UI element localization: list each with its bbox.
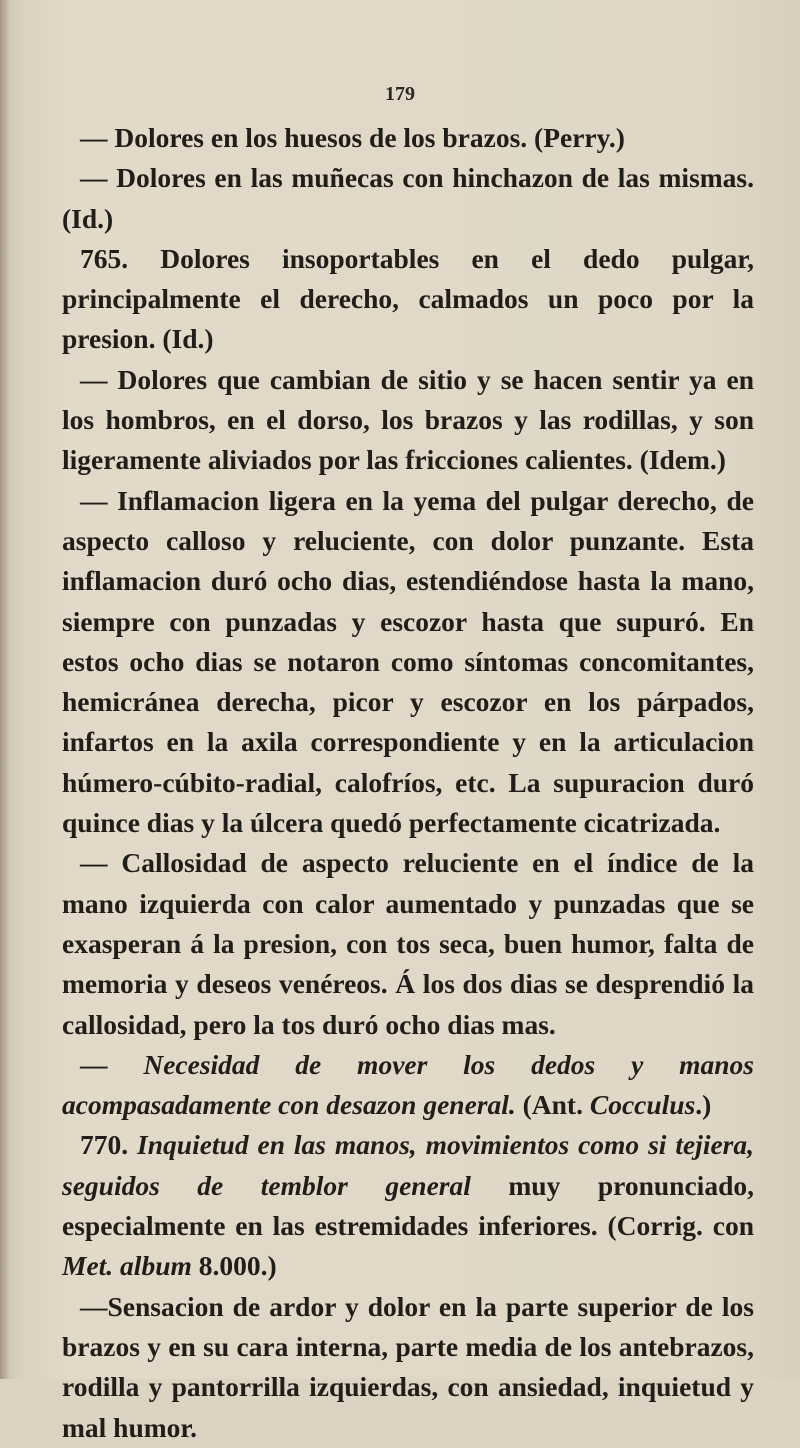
paragraph	[62, 843, 754, 1044]
italic-remedy-name: Cocculus	[589, 1089, 696, 1121]
paragraph-text: 770.	[80, 1129, 138, 1161]
page-edge-shadow	[0, 0, 10, 1379]
paragraph-text: — Dolores en los huesos de los brazos. (Perry.)	[80, 122, 625, 153]
page-number: 179	[385, 83, 415, 105]
page-text	[62, 118, 754, 1448]
paragraph-text: —	[80, 1048, 144, 1080]
paragraph-text: (Ant.	[515, 1089, 590, 1121]
paragraph-text: 8.000.)	[191, 1250, 277, 1282]
paragraph	[62, 118, 754, 158]
italic-phrase: Necesidad de mover los dedos y manos acompasadamente con desazon general.	[62, 1048, 755, 1121]
paragraph-text: 765. Dolores insoportables en el dedo pulgar, principalmente el derecho, calmados un poco por la presion. (Id.)	[62, 242, 754, 355]
paragraph	[62, 158, 754, 239]
paragraph	[62, 239, 754, 360]
italic-remedy-name: Met. album	[62, 1250, 192, 1282]
paragraph-text: — Dolores que cambian de sitio y se hacen sentir ya en los hombros, en el dorso, los brazos y las rodillas, y son ligeramente aliviados por las fricciones calientes. (Idem.)	[62, 363, 754, 476]
paragraph-text: muy pronunciado, especialmente en las estremidades inferiores. (Corrig. con	[62, 1169, 754, 1242]
paragraph-text: — Inflamacion ligera en la yema del pulgar derecho, de aspecto calloso y reluciente, con dolor punzante. Esta inflamacion duró ocho dias, estendiéndose hasta la mano, siempre con punzadas y escozor hasta que supuró. En estos ocho dias se notaron como síntomas concomitantes, hemicránea derecha, picor y escozor en los párpados, infartos en la axila correspondiente y en la articulacion húmero-cúbito-radial, calofríos, etc. La supuracion duró quince dias y la úlcera quedó perfectamente cicatrizada.	[62, 484, 754, 839]
paragraph-text: — Callosidad de aspecto reluciente en el índice de la mano izquierda con calor aumentado y punzadas que se exasperan á la presion, con tos seca, buen humor, falta de memoria y deseos venéreos. Á los dos dias se desprendió la callosidad, pero la tos duró ocho dias mas.	[62, 847, 754, 1040]
italic-phrase: Inquietud en las manos, movimientos como si tejiera, seguidos de temblor general	[62, 1129, 754, 1201]
paragraph	[62, 1125, 754, 1286]
paragraph-text: — Dolores en las muñecas con hinchazon de las mismas. (Id.)	[62, 162, 754, 234]
paragraph	[62, 1045, 754, 1126]
paragraph-text: —Sensacion de ardor y dolor en la parte superior de los brazos y en su cara interna, parte media de los antebrazos, rodilla y pantorrilla izquierdas, con ansiedad, inquietud y mal humor.	[62, 1290, 754, 1443]
paragraph	[62, 1287, 754, 1448]
paragraph	[62, 481, 754, 844]
paragraph	[62, 360, 754, 481]
paragraph-text: .)	[695, 1089, 712, 1121]
